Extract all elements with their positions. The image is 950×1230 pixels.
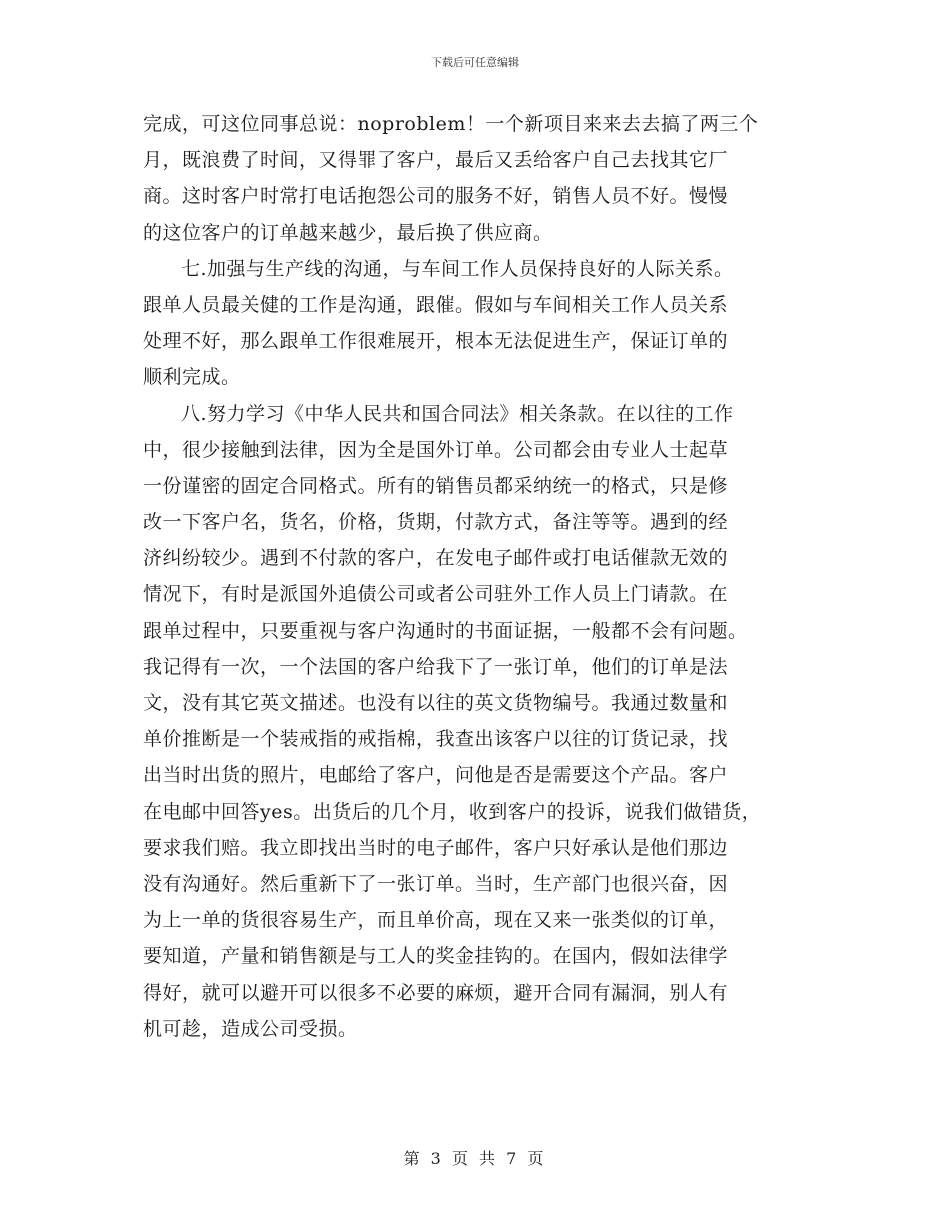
text-line: 出当时出货的照片，电邮给了客户，问他是否是需要这个产品。客户 <box>143 764 729 787</box>
text-line: 要求我们赔。我立即找出当时的电子邮件，客户只好承认是他们那边 <box>143 836 729 859</box>
text-line: 月，既浪费了时间，又得罪了客户，最后又丢给客户自己去找其它厂 <box>143 149 729 172</box>
text-line: 为上一单的货很容易生产，而且单价高，现在又来一张类似的订单， <box>143 909 729 932</box>
text-line: 商。这时客户时常打电话抱怨公司的服务不好，销售人员不好。慢慢 <box>143 185 729 208</box>
body-text <box>143 106 813 1047</box>
text-line: 中，很少接触到法律，因为全是国外订单。公司都会由专业人士起草 <box>143 438 729 461</box>
section-seven-heading: 七.加强与生产线的沟通，与车间工作人员保持良好的人际关系。 <box>181 257 734 280</box>
text-line: 济纠纷较少。遇到不付款的客户，在发电子邮件或打电话催款无效的 <box>143 547 729 570</box>
page-header: 下载后可任意编辑 <box>431 56 519 69</box>
section-eight-heading: 八.努力学习《中华人民共和国合同法》相关条款。在以往的工作 <box>181 402 734 425</box>
text-line: 跟单人员最关健的工作是沟通，跟催。假如与车间相关工作人员关系 <box>143 293 729 316</box>
text-line: 机可趁，造成公司受损。 <box>143 1017 358 1040</box>
text-line: 文，没有其它英文描述。也没有以往的英文货物编号。我通过数量和 <box>143 692 729 714</box>
page-number-footer: 第 3 页 共 7 页 <box>403 1149 547 1168</box>
text-line: 的这位客户的订单越来越少，最后换了供应商。 <box>143 221 553 244</box>
text-line: 没有沟通好。然后重新下了一张订单。当时，生产部门也很兴奋，因 <box>143 872 729 895</box>
text-line: 顺利完成。 <box>143 366 241 389</box>
text-line: 改一下客户名，货名，价格，货期，付款方式，备注等等。遇到的经 <box>143 511 729 534</box>
text-line: 得好，就可以避开可以很多不必要的麻烦，避开合同有漏洞，别人有 <box>143 981 729 1004</box>
text-line: 单价推断是一个装戒指的戒指棉，我查出该客户以往的订货记录，找 <box>143 728 729 751</box>
text-line: 处理不好，那么跟单工作很难展开，根本无法促进生产，保证订单的 <box>143 330 729 353</box>
text-line: 一份谨密的固定合同格式。所有的销售员都采纳统一的格式，只是修 <box>143 474 729 497</box>
text-line: 情况下，有时是派国外追债公司或者公司驻外工作人员上门请款。在 <box>143 583 729 606</box>
text-line: 完成，可这位同事总说：noproblem！一个新项目来来去去搞了两三个 <box>143 113 759 135</box>
text-line: 在电邮中回答yes。出货后的几个月，收到客户的投诉，说我们做错货， <box>143 800 762 823</box>
text-line: 要知道，产量和销售额是与工人的奖金挂钩的。在国内，假如法律学 <box>143 945 729 968</box>
text-line: 跟单过程中，只要重视与客户沟通时的书面证据，一般都不会有问题。 <box>143 619 748 642</box>
text-line: 我记得有一次，一个法国的客户给我下了一张订单，他们的订单是法 <box>143 655 729 678</box>
